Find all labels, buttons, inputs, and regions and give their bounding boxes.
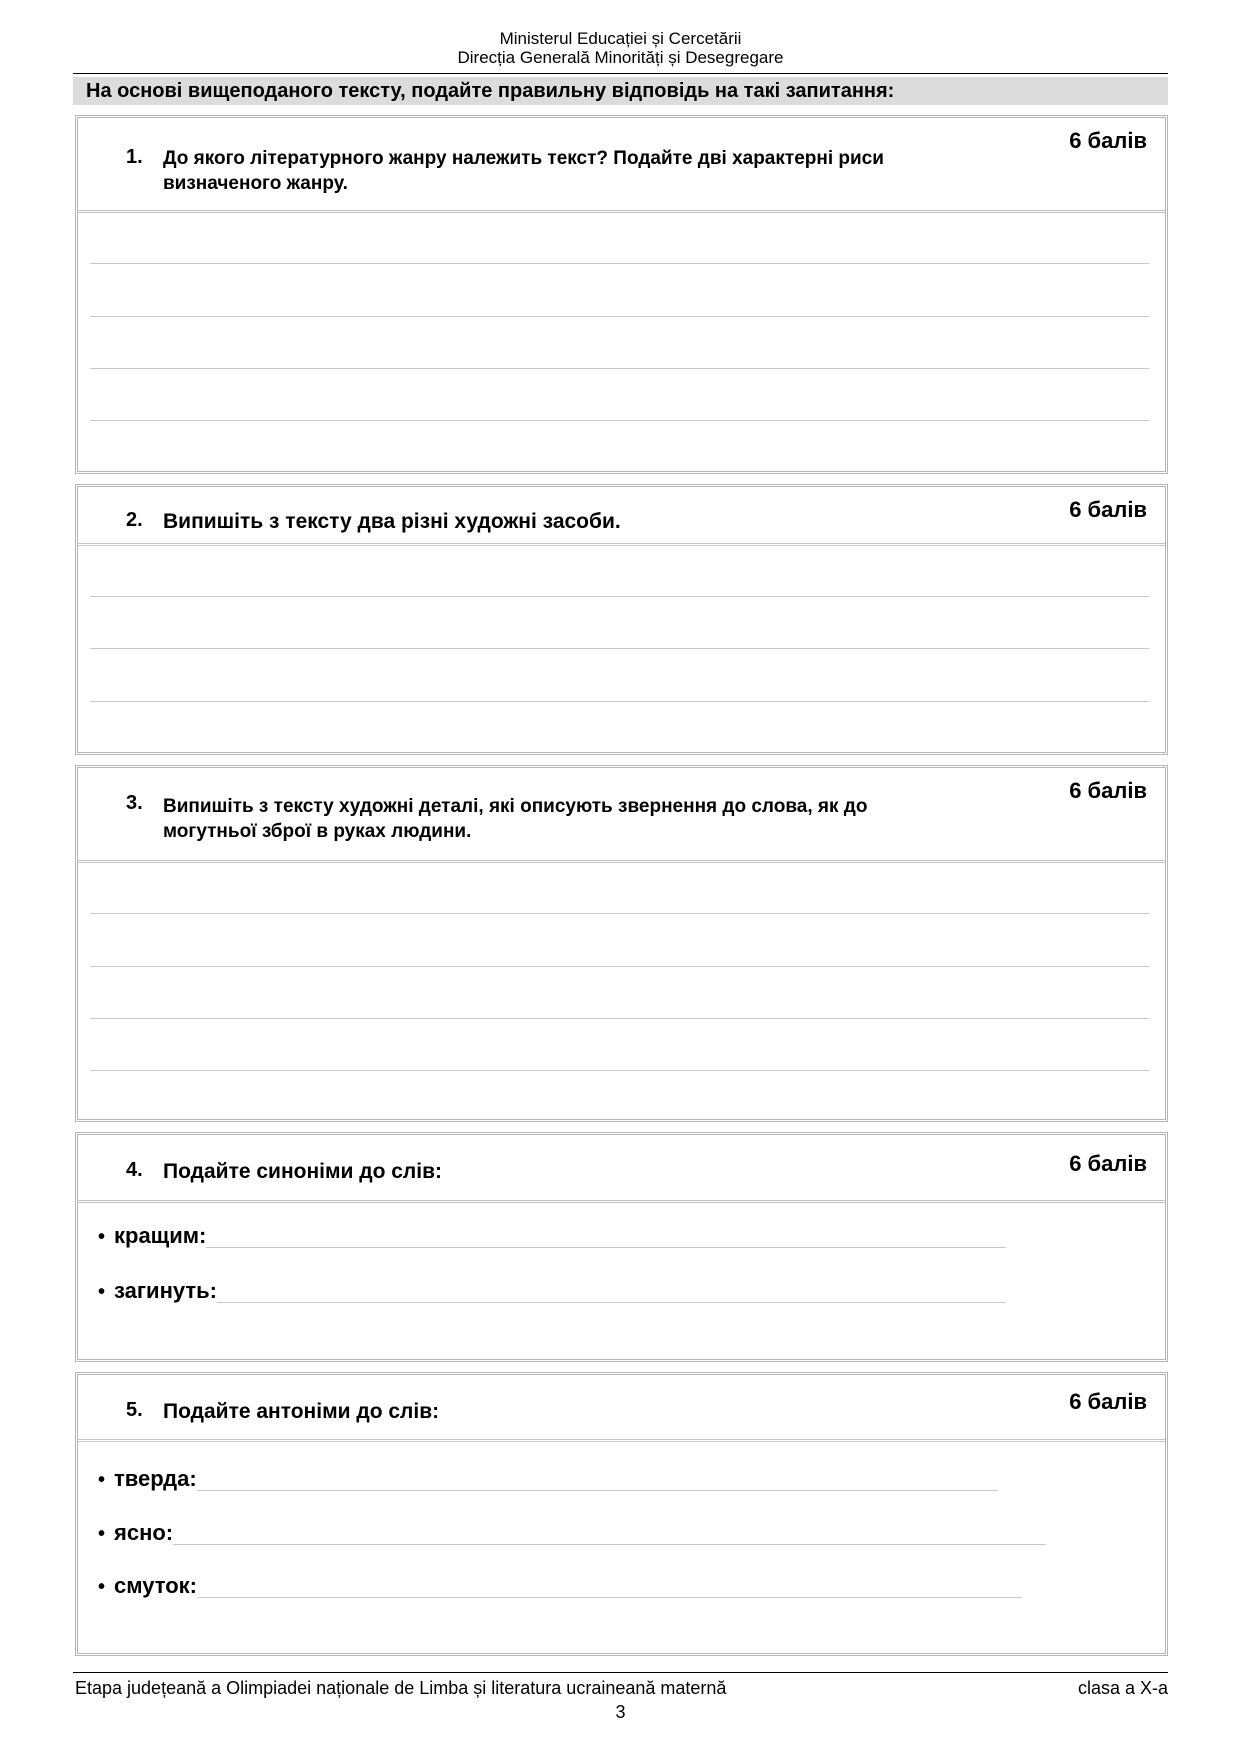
ministry-name: Ministerul Educației și Cercetării bbox=[499, 29, 742, 48]
antonym-item-2[interactable] bbox=[98, 1520, 1153, 1546]
question-header bbox=[78, 1375, 1165, 1442]
bullet: • bbox=[98, 1226, 106, 1248]
question-text: Подайте синоніми до слів: bbox=[163, 1160, 443, 1183]
question-number: 2. bbox=[126, 509, 143, 531]
question-header bbox=[78, 1135, 1165, 1203]
answer-line bbox=[90, 913, 1149, 914]
question-text: Випишіть з тексту художні деталі, які описують звернення до слова, як до могутньої зброї в руках людини. bbox=[163, 796, 868, 842]
answer-line bbox=[90, 966, 1149, 967]
bullet: • bbox=[98, 1523, 106, 1545]
answer-area[interactable] bbox=[78, 213, 1165, 471]
instruction-banner: На основі вищеподаного тексту, подайте правильну відповідь на такі запитання: bbox=[73, 77, 1168, 105]
bullet: • bbox=[98, 1576, 106, 1598]
answer-line bbox=[90, 701, 1149, 702]
footer-class-label: clasa a X-a bbox=[1077, 1678, 1168, 1698]
header-divider bbox=[73, 73, 1168, 74]
question-number: 4. bbox=[126, 1159, 143, 1181]
question-text: Випишіть з тексту два різні художні засоби. bbox=[163, 510, 621, 533]
question-block-1 bbox=[75, 115, 1168, 474]
answer-area[interactable] bbox=[78, 546, 1165, 752]
item-word: загинуть: bbox=[114, 1278, 217, 1303]
answer-line bbox=[90, 1070, 1149, 1071]
answer-line bbox=[90, 316, 1149, 317]
synonym-item-2[interactable] bbox=[98, 1278, 1153, 1304]
question-text: До якого літературного жанру належить текст? Подайте дві характерні риси визначеного жанру. bbox=[163, 148, 884, 194]
bullet: • bbox=[98, 1281, 106, 1303]
points-label: 6 балів bbox=[1069, 778, 1147, 803]
answer-line[interactable] bbox=[217, 1302, 1006, 1303]
question-number: 5. bbox=[126, 1399, 143, 1421]
antonym-item-1[interactable] bbox=[98, 1466, 1153, 1492]
question-header bbox=[78, 118, 1165, 213]
answer-line bbox=[90, 368, 1149, 369]
directorate-name: Direcția Generală Minorități și Desegregare bbox=[457, 48, 784, 67]
points-label: 6 балів bbox=[1069, 1151, 1147, 1176]
question-number: 1. bbox=[126, 146, 143, 168]
question-block-2 bbox=[75, 484, 1168, 755]
page-header bbox=[0, 29, 1241, 67]
synonym-item-1[interactable] bbox=[98, 1223, 1153, 1249]
antonym-item-3[interactable] bbox=[98, 1573, 1153, 1599]
answer-line bbox=[90, 648, 1149, 649]
points-label: 6 балів bbox=[1069, 497, 1147, 522]
answer-line[interactable] bbox=[197, 1490, 998, 1491]
points-label: 6 балів bbox=[1069, 128, 1147, 153]
answer-line bbox=[90, 263, 1149, 264]
item-word: тверда: bbox=[114, 1466, 197, 1491]
question-block-4 bbox=[75, 1132, 1168, 1362]
answer-line[interactable] bbox=[173, 1544, 1046, 1545]
question-header bbox=[78, 487, 1165, 546]
item-word: кращим: bbox=[114, 1223, 207, 1248]
answer-line bbox=[90, 1018, 1149, 1019]
answer-line bbox=[90, 596, 1149, 597]
answer-area bbox=[78, 1442, 1165, 1653]
footer-competition-title: Etapa județeană a Olimpiadei naționale de Limba și literatura ucraineană maternă bbox=[75, 1678, 727, 1698]
footer-divider bbox=[73, 1672, 1168, 1673]
question-number: 3. bbox=[126, 792, 143, 814]
item-word: смуток: bbox=[114, 1573, 197, 1598]
answer-area bbox=[78, 1203, 1165, 1359]
question-header bbox=[78, 768, 1165, 863]
question-block-5 bbox=[75, 1372, 1168, 1656]
question-text: Подайте антоніми до слів: bbox=[163, 1400, 440, 1423]
answer-area[interactable] bbox=[78, 863, 1165, 1119]
question-block-3 bbox=[75, 765, 1168, 1122]
page-number: 3 bbox=[615, 1702, 626, 1722]
bullet: • bbox=[98, 1469, 106, 1491]
answer-line[interactable] bbox=[197, 1597, 1022, 1598]
answer-line[interactable] bbox=[206, 1247, 1006, 1248]
item-word: ясно: bbox=[114, 1520, 174, 1545]
answer-line bbox=[90, 420, 1149, 421]
points-label: 6 балів bbox=[1069, 1389, 1147, 1414]
